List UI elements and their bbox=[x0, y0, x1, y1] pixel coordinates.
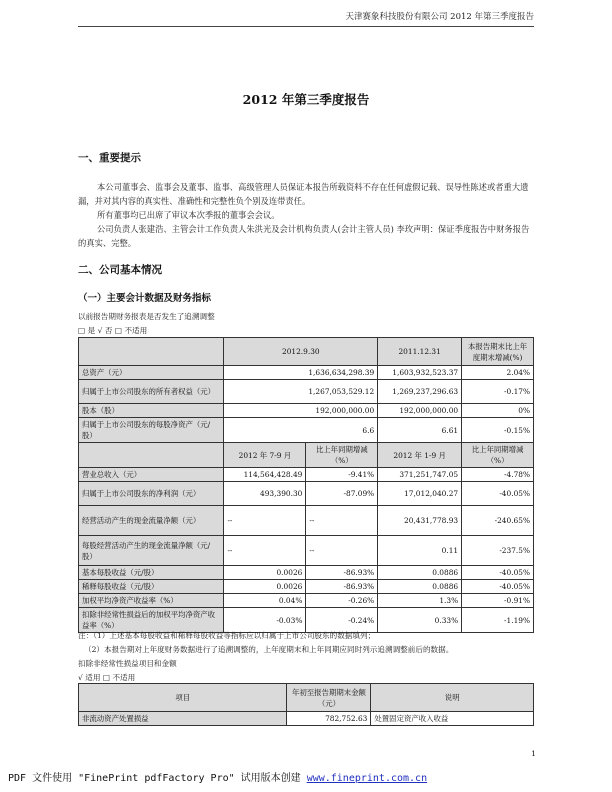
table-cell-label: 扣除非经常性损益后的加权平均净资产收益率（%） bbox=[79, 608, 224, 633]
table-cell: 6.61 bbox=[378, 418, 462, 443]
table-header-cell: 本报告期末比上年度期末增减(%) bbox=[462, 338, 534, 366]
non-recurring-items-caption: 扣除非经常性损益项目和金额 bbox=[78, 659, 177, 668]
table-header-cell: 2012.9.30 bbox=[224, 338, 378, 366]
applicability-options: √ 适用 □ 不适用 bbox=[78, 673, 136, 682]
table-cell: -0.24% bbox=[306, 608, 378, 633]
table-header-cell bbox=[79, 443, 224, 468]
table-cell-label: 基本每股收益（元/股） bbox=[79, 566, 224, 580]
table-cell: -86.93% bbox=[306, 580, 378, 594]
table-cell: -0.15% bbox=[462, 418, 534, 443]
table-cell: 1,269,237,296.63 bbox=[378, 380, 462, 404]
table-cell: 0.11 bbox=[378, 536, 462, 566]
section-heading-important-notice: 一、重要提示 bbox=[78, 152, 141, 164]
table-cell-label: 总资产（元） bbox=[79, 366, 224, 380]
table-row bbox=[79, 712, 534, 726]
table-header-cell: 2012 年 1-9 月 bbox=[378, 443, 462, 468]
section-heading-company-info: 二、公司基本情况 bbox=[78, 264, 162, 276]
non-recurring-items-table bbox=[78, 683, 534, 726]
table-cell: 处置固定资产收入收益 bbox=[371, 712, 534, 726]
table-cell: 0.0886 bbox=[378, 566, 462, 580]
table-header-cell: 比上年同期增减（%） bbox=[462, 443, 534, 468]
table-cell: -1.19% bbox=[462, 608, 534, 633]
table-cell: 0.0026 bbox=[224, 580, 306, 594]
table-cell-label: 稀释每股收益（元/股） bbox=[79, 580, 224, 594]
table-cell: 371,251,747.05 bbox=[378, 468, 462, 482]
table-row bbox=[79, 366, 534, 380]
table-cell-label: 归属于上市公司股东的净利润（元） bbox=[79, 482, 224, 506]
table-row bbox=[79, 608, 534, 633]
table-row bbox=[79, 380, 534, 404]
table-row bbox=[79, 468, 534, 482]
watermark-text: PDF 文件使用 "FinePrint pdfFactory Pro" 试用版本创建 bbox=[8, 773, 307, 784]
table-cell-label: 非流动资产处置损益 bbox=[79, 712, 287, 726]
pdf-watermark bbox=[8, 769, 427, 784]
table-cell: -40.05% bbox=[462, 580, 534, 594]
table-cell: -40.05% bbox=[462, 566, 534, 580]
table-header-cell: 比上年同期增减（%） bbox=[306, 443, 378, 468]
table-row bbox=[79, 566, 534, 580]
table-cell: -- bbox=[224, 536, 306, 566]
table-cell: -240.65% bbox=[462, 506, 534, 536]
table-cell: -4.78% bbox=[462, 468, 534, 482]
table-cell: 0.33% bbox=[378, 608, 462, 633]
table-cell: 17,012,040.27 bbox=[378, 482, 462, 506]
table-header-cell: 2011.12.31 bbox=[378, 338, 462, 366]
table-header-cell bbox=[79, 338, 224, 366]
table-cell: 1.3% bbox=[378, 594, 462, 608]
table-cell: -- bbox=[224, 506, 306, 536]
table-cell: 6.6 bbox=[224, 418, 378, 443]
page-number: 1 bbox=[531, 749, 536, 758]
subsection-heading-financial-data: （一）主要会计数据及财务指标 bbox=[78, 293, 212, 304]
table-cell: -- bbox=[306, 536, 378, 566]
retro-adjust-options: □ 是 √ 否 □ 不适用 bbox=[78, 326, 148, 335]
paragraph-directors-attendance: 所有董事均已出席了审议本次季报的董事会会议。 bbox=[97, 210, 280, 220]
table-cell-label: 加权平均净资产收益率（%） bbox=[79, 594, 224, 608]
table-cell: 782,752.63 bbox=[287, 712, 371, 726]
table-cell: -0.26% bbox=[306, 594, 378, 608]
table-header-row bbox=[79, 338, 534, 366]
table-cell-label: 归属于上市公司股东的每股净资产（元/股） bbox=[79, 418, 224, 443]
table-row bbox=[79, 580, 534, 594]
table-cell-label: 经营活动产生的现金流量净额（元） bbox=[79, 506, 224, 536]
table-header-row bbox=[79, 684, 534, 712]
table-row bbox=[79, 506, 534, 536]
watermark-link[interactable]: www.fineprint.com.cn bbox=[306, 773, 428, 784]
table-cell: 493,390.30 bbox=[224, 482, 306, 506]
table-cell-label: 每股经营活动产生的现金流量净额（元/股） bbox=[79, 536, 224, 566]
table-header-cell: 年初至报告期期末金额（元） bbox=[287, 684, 371, 712]
table-cell: 0% bbox=[462, 404, 534, 418]
table-header-cell: 说明 bbox=[371, 684, 534, 712]
table-header-cell: 2012 年 7-9 月 bbox=[224, 443, 306, 468]
financial-data-table bbox=[78, 337, 534, 633]
table-cell: 1,636,634,298.39 bbox=[224, 366, 378, 380]
table-cell: 192,000,000.00 bbox=[378, 404, 462, 418]
table-cell: -9.41% bbox=[306, 468, 378, 482]
note-line-1: 注：（1）上述基本每股收益和稀释每股收益等指标应以归属于上市公司股东的数据填列； bbox=[78, 631, 376, 640]
table-cell-label: 营业总收入（元） bbox=[79, 468, 224, 482]
table-cell: 2.04% bbox=[462, 366, 534, 380]
table-cell: -0.91% bbox=[462, 594, 534, 608]
retro-adjust-question: 以前报告期财务报表是否发生了追溯调整 bbox=[78, 312, 215, 321]
table-cell: -40.05% bbox=[462, 482, 534, 506]
table-cell: 1,603,932,523.37 bbox=[378, 366, 462, 380]
table-cell: -0.03% bbox=[224, 608, 306, 633]
header-rule bbox=[78, 26, 534, 27]
running-header: 天津赛象科技股份有限公司 2012 年第三季度报告 bbox=[345, 12, 534, 22]
table-cell: 0.0886 bbox=[378, 580, 462, 594]
paragraph-responsible-persons: 公司负责人张建浩、主管会计工作负责人朱洪光及会计机构负责人(会计主管人员) 李玫声明：保证季度报告中财务报告的真实、完整。 bbox=[78, 224, 530, 248]
table-cell: -237.5% bbox=[462, 536, 534, 566]
table-cell: -87.09% bbox=[306, 482, 378, 506]
table-cell: -86.93% bbox=[306, 566, 378, 580]
table-cell-label: 归属于上市公司股东的所有者权益（元） bbox=[79, 380, 224, 404]
table-cell: -0.17% bbox=[462, 380, 534, 404]
table-cell: 1,267,053,529.12 bbox=[224, 380, 378, 404]
table-cell: -- bbox=[306, 506, 378, 536]
paragraph-board-guarantee: 本公司董事会、监事会及董事、监事、高级管理人员保证本报告所载资料不存在任何虚假记载、误导性陈述或者重大遗漏，并对其内容的真实性、准确性和完整性负个别及连带责任。 bbox=[78, 182, 529, 206]
table-cell: 192,000,000.00 bbox=[224, 404, 378, 418]
note-line-2: （2）本报告期对上年度财务数据进行了追溯调整的，上年度期末和上年同期应同时列示追溯调整前后的数据。 bbox=[84, 645, 454, 654]
table-row bbox=[79, 404, 534, 418]
table-cell-label: 股本（股） bbox=[79, 404, 224, 418]
table-subheader-row bbox=[79, 443, 534, 468]
table-row bbox=[79, 482, 534, 506]
table-cell: 0.0026 bbox=[224, 566, 306, 580]
table-cell: 114,564,428.49 bbox=[224, 468, 306, 482]
table-cell: 0.04% bbox=[224, 594, 306, 608]
table-header-cell: 项目 bbox=[79, 684, 287, 712]
table-cell: 20,431,778.93 bbox=[378, 506, 462, 536]
table-row bbox=[79, 536, 534, 566]
report-title: 2012 年第三季度报告 bbox=[242, 92, 370, 107]
table-row bbox=[79, 418, 534, 443]
table-row bbox=[79, 594, 534, 608]
